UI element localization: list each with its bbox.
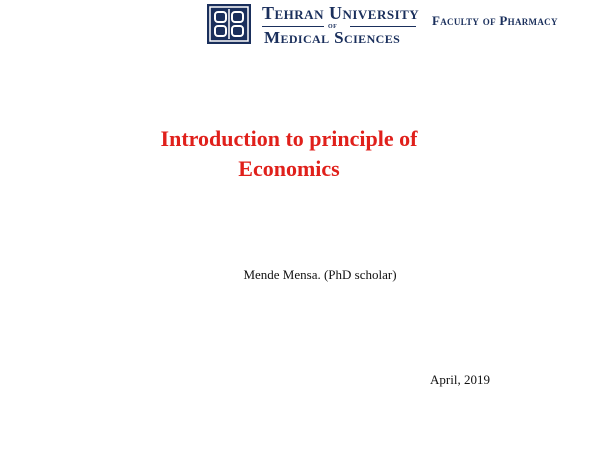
divider-rule-right <box>350 26 416 27</box>
presentation-date: April, 2019 <box>430 372 490 387</box>
slide-title <box>100 124 478 184</box>
university-emblem-icon <box>207 4 251 44</box>
divider-rule-left <box>262 26 324 27</box>
university-name-line2: Medical Sciences <box>264 28 401 47</box>
author-name: Mende Mensa. (PhD scholar) <box>243 267 397 282</box>
faculty-name: Faculty of Pharmacy <box>432 13 558 28</box>
university-name-line1: Tehran University <box>262 3 420 23</box>
university-name <box>262 3 418 47</box>
slide-title-line1: Introduction to principle of <box>160 126 418 151</box>
university-name-of: of <box>328 21 338 30</box>
slide-title-line2: Economics <box>238 156 340 181</box>
